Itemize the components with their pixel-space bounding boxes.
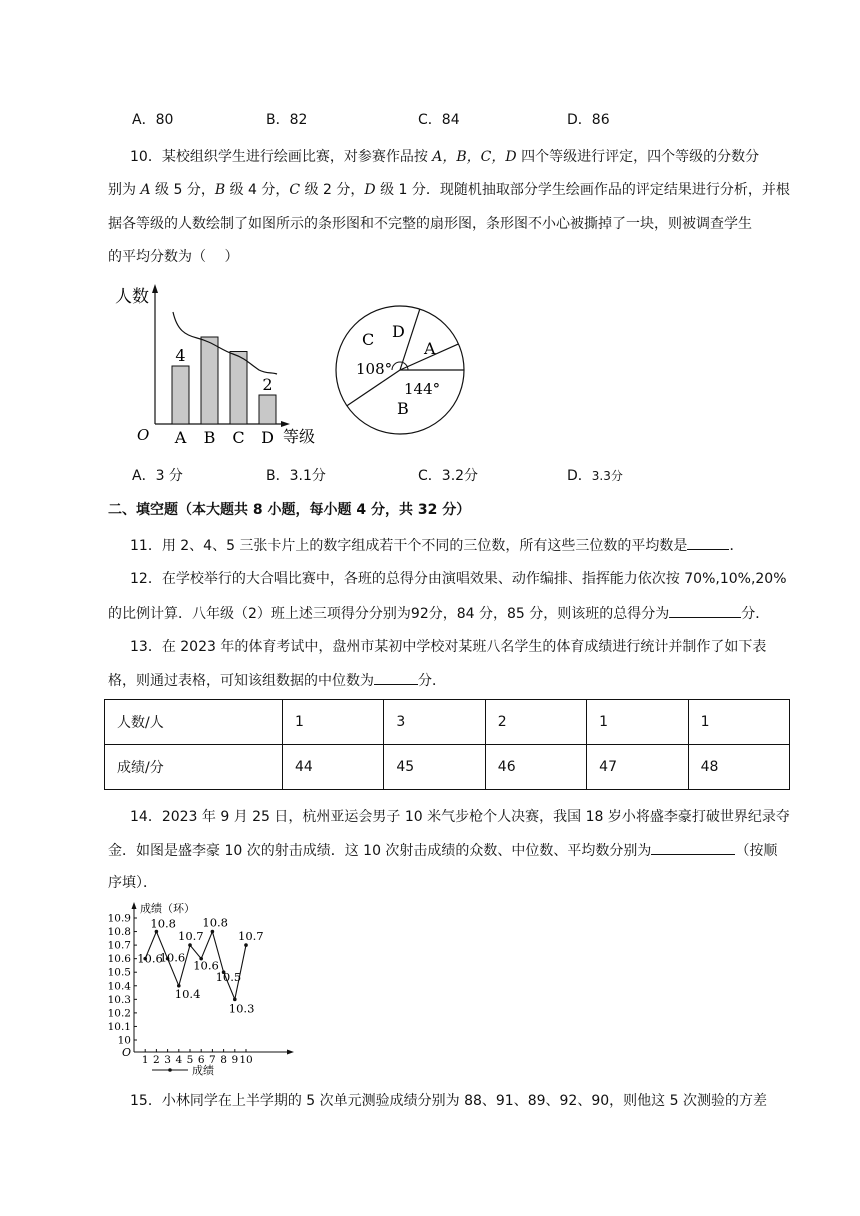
q9-option-b: B．82 [266, 112, 308, 128]
q10-line3: 据各等级的人数绘制了如图所示的条形图和不完整的扇形图，条形图不小心被撕掉了一块，则被调查学生 [108, 216, 752, 232]
table-header-cell: 成绩/分 [105, 745, 283, 790]
x-tick-label: 9 [231, 1054, 239, 1066]
q9-option-d: D．86 [567, 112, 610, 128]
q9-option-c: C．84 [418, 112, 460, 128]
q14-line-chart [108, 900, 298, 1080]
data-label: 10.7 [178, 929, 204, 944]
pie-label-c: C [362, 330, 375, 349]
line-chart-ylabel: 成绩（环） [140, 902, 195, 915]
y-tick-label: 10 [117, 1034, 131, 1047]
q10-option-c: C．3.2分 [418, 468, 479, 484]
data-label: 10.6 [193, 958, 219, 973]
y-tick-label: 10.8 [107, 926, 131, 939]
pie-angle-c: 108° [356, 360, 393, 378]
bar-a [172, 366, 189, 424]
table-cell: 44 [283, 745, 384, 790]
bar-x-label: 等级 [283, 427, 316, 446]
bar-tick-label: C [232, 428, 245, 447]
y-tick-label: 10.7 [107, 939, 131, 952]
bar-tick-label: B [203, 428, 216, 447]
q13-line2: 格，则通过表格，可知该组数据的中位数为 分． [108, 670, 446, 691]
q10-bar-chart [115, 280, 325, 450]
pie-label-b: B [397, 399, 409, 418]
bar-b [201, 337, 218, 424]
q9-option-a: A．80 [132, 112, 174, 128]
table-cell: 2 [485, 700, 586, 745]
data-label: 10.8 [150, 916, 177, 931]
y-tick-label: 10.2 [107, 1007, 131, 1020]
legend-label: 成绩 [192, 1064, 214, 1077]
bar-value-label: 2 [262, 375, 273, 394]
bar-value-label: 4 [175, 346, 186, 365]
data-point [244, 943, 248, 947]
q10-line4: 的平均分数为（ ） [108, 249, 239, 265]
data-label: 10.4 [174, 986, 201, 1001]
bar-y-arrow [152, 284, 158, 293]
y-tick-label: 10.4 [107, 980, 131, 993]
x-tick-label: 7 [209, 1054, 216, 1066]
data-label: 10.6 [159, 950, 186, 965]
bar-tick-label: D [261, 428, 274, 447]
table-cell: 1 [587, 700, 688, 745]
q15-line: 15．小林同学在上半学期的 5 次单元测验成绩分别为 88、91、89、92、90，则他这 5 次测验的方差 [130, 1093, 767, 1109]
y-tick-label: 10.9 [107, 912, 131, 925]
q14-line1: 14．2023 年 9 月 25 日，杭州亚运会男子 10 米气步枪个人决赛，我国 18 岁小将盛李豪打破世界纪录夺 [130, 809, 790, 825]
y-tick-label: 10.6 [107, 953, 131, 966]
q10-line2: 别为 A 级 5 分，B 级 4 分，C 级 2 分，D 级 1 分．现随机抽取部分学生绘画作品的评定结果进行分析，并根 [108, 182, 790, 198]
y-tick-label: 10.3 [107, 993, 131, 1006]
x-tick-label: 10 [239, 1054, 253, 1066]
q10-option-a: A．3 分 [132, 468, 183, 484]
table-cell: 47 [587, 745, 688, 790]
q13-line1: 13．在 2023 年的体育考试中，盘州市某初中学校对某班八名学生的体育成绩进行统计并制作了如下表 [130, 639, 767, 655]
q10-line1: 10．某校组织学生进行绘画比赛，对参赛作品按 A，B，C，D 四个等级进行评定，四个等级的分数分 [130, 149, 760, 165]
q13-table [104, 699, 790, 790]
x-tick-label: 1 [141, 1054, 149, 1066]
line-chart-x-arrow [287, 1050, 294, 1055]
table-row [105, 745, 790, 790]
table-cell: 46 [485, 745, 586, 790]
data-label: 10.3 [228, 1001, 255, 1016]
bar-d [259, 395, 276, 424]
table-cell: 1 [283, 700, 384, 745]
line-chart-y-arrow [132, 902, 137, 909]
data-point [211, 930, 215, 934]
q11-line: 11．用 2、4、5 三张卡片上的数字组成若干个不同的三位数，所有这些三位数的平均数是 ． [130, 535, 743, 556]
q14-line3: 序填）． [108, 875, 157, 891]
bar-origin: O [137, 426, 150, 444]
pie-label-a: A [424, 339, 436, 358]
table-row [105, 700, 790, 745]
torn-edge [173, 312, 277, 374]
x-tick-label: 4 [175, 1054, 183, 1066]
q12-line1: 12．在学校举行的大合唱比赛中，各班的总得分由演唱效果、动作编排、指挥能力依次按 70%,10%,20% [130, 571, 787, 587]
bar-c [230, 352, 247, 425]
table-cell: 1 [688, 700, 789, 745]
data-label: 10.8 [202, 915, 229, 930]
q10-option-b: B．3.1分 [266, 468, 326, 484]
x-tick-label: 6 [197, 1054, 205, 1066]
line-chart-origin: O [122, 1046, 132, 1059]
q10-option-d: D．3.3分 [567, 468, 623, 484]
y-tick-label: 10.5 [107, 966, 131, 979]
table-cell: 3 [384, 700, 485, 745]
x-tick-label: 2 [153, 1054, 160, 1066]
y-tick-label: 10.1 [107, 1020, 131, 1033]
x-tick-label: 5 [186, 1054, 194, 1066]
data-label: 10.5 [215, 970, 242, 985]
pie-label-d: D [392, 322, 405, 341]
x-tick-label: 8 [220, 1054, 227, 1066]
data-label: 10.7 [238, 929, 264, 944]
q14-line2: 金．如图是盛李豪 10 次的射击成绩．这 10 次射击成绩的众数、中位数、平均数分别为 （按顺 [108, 840, 777, 861]
bar-tick-label: A [174, 428, 187, 447]
data-label: 10.6 [137, 951, 163, 966]
data-point [188, 943, 192, 947]
legend-marker [168, 1068, 172, 1072]
table-header-cell: 人数/人 [105, 700, 283, 745]
table-cell: 48 [688, 745, 789, 790]
bar-y-label: 人数 [115, 287, 149, 307]
q10-pie-chart [332, 290, 472, 430]
pie-angle-b: 144° [404, 380, 441, 398]
x-tick-label: 3 [164, 1054, 171, 1066]
q12-line2: 的比例计算．八年级（2）班上述三项得分分别为92分，84 分，85 分，则该班的总得分为 分． [108, 603, 769, 624]
table-cell: 45 [384, 745, 485, 790]
section2-title: 二、填空题（本大题共 8 小题，每小题 4 分，共 32 分） [108, 502, 471, 518]
